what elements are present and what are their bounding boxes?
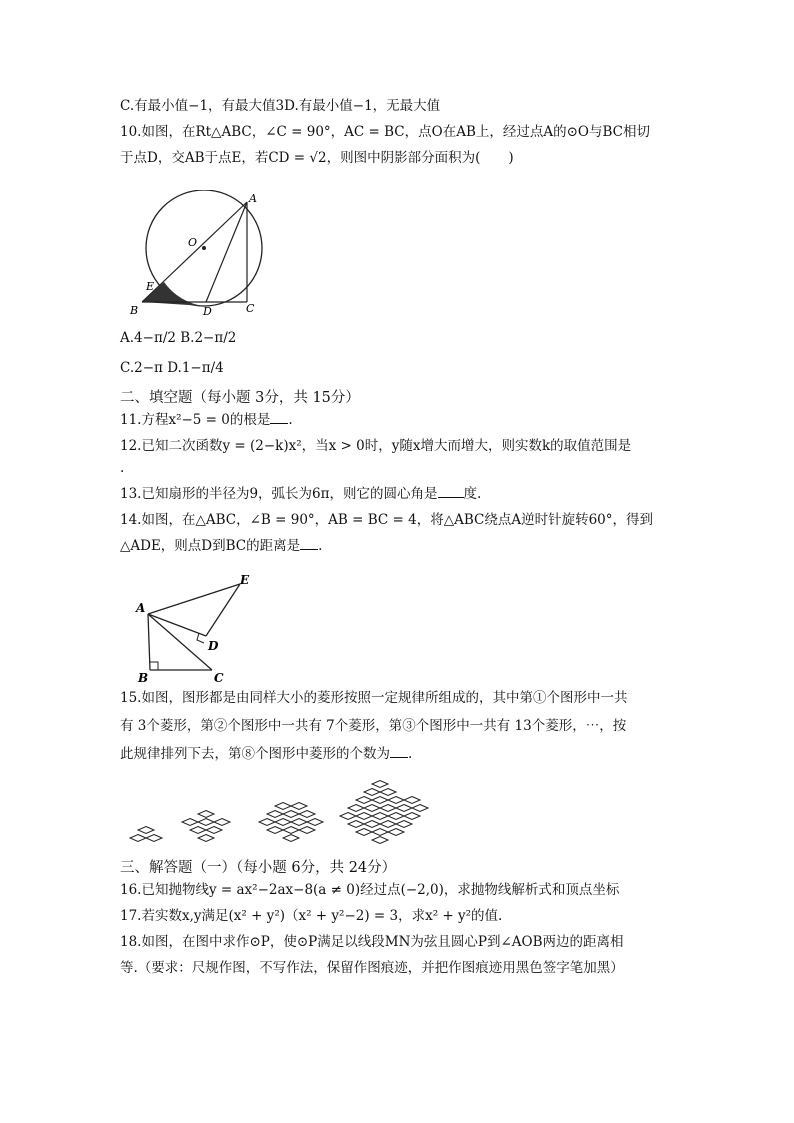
label-c: C (246, 302, 255, 315)
q16-text: 16.已知抛物线y = ax²−2ax−8(a ≠ 0)经过点(−2,0)，求抛物线解析式和顶点坐标 (120, 882, 620, 898)
q10-options-cd: C.2−π D.1−π/4 (120, 360, 224, 376)
pattern-2 (182, 811, 230, 842)
label-a: A (249, 192, 257, 205)
q9-options-cd: C.有最小值−1，有最大值3D.有最小值−1，无最大值 (120, 98, 441, 114)
label-d: D (203, 305, 212, 318)
label-b: B (138, 671, 149, 685)
q14-figure (124, 570, 264, 685)
label-b: B (130, 304, 139, 317)
q15-text-1: 15.如图，图形都是由同样大小的菱形按照一定规律所组成的，其中第①个图形中一共 (120, 690, 628, 706)
section-3-title: 三、解答题（一）（每小题 6分，共 24分） (120, 860, 397, 876)
q17-text: 17.若实数x,y满足(x² + y²)（x² + y²−2) = 3，求x² + y²的值. (120, 908, 503, 924)
q10-options-ab: A.4−π/2 B.2−π/2 (120, 330, 237, 346)
q12-end: . (120, 460, 125, 476)
label-o: O (188, 236, 198, 249)
section-2-title: 二、填空题（每小题 3分，共 15分） (120, 390, 360, 406)
label-d: D (208, 639, 219, 653)
q14-text-2: △ADE，则点D到BC的距离是 . (120, 538, 323, 554)
q18-text-2: 等.（要求：尺规作图，不写作法，保留作图痕迹，并把作图痕迹用黑色签字笔加黑） (120, 960, 624, 976)
label-c: C (214, 671, 224, 685)
q10-text-1: 10.如图，在Rt△ABC，∠C = 90°，AC = BC，点O在AB上，经过点A的⊙O与BC相切 (120, 124, 650, 140)
q18-text-1: 18.如图，在图中求作⊙P，使⊙P满足以线段MN为弦且圆心P到∠AOB两边的距离相 (120, 934, 624, 950)
pattern-1 (130, 827, 162, 842)
pattern-3 (259, 803, 323, 842)
q15-figure (118, 772, 448, 852)
q11-text: 11.方程x²−5 = 0的根是 . (120, 412, 293, 428)
q10-text-2: 于点D，交AB于点E，若CD = √2，则图中阴影部分面积为( ) (120, 150, 514, 166)
pattern-4 (340, 781, 428, 844)
label-e: E (240, 573, 250, 587)
q15-text-2: 有 3个菱形，第②个图形中一共有 7个菱形，第③个图形中一共有 13个菱形，⋯，按 (120, 718, 627, 734)
q12-text: 12.已知二次函数y = (2−k)x²，当x > 0时，y随x增大而增大，则实数k的取值范围是 (120, 438, 632, 454)
q14-text-1: 14.如图，在△ABC，∠B = 90°，AB = BC = 4，将△ABC绕点A逆时针旋转60°，得到 (120, 512, 654, 528)
label-a: A (136, 601, 146, 615)
label-e: E (146, 280, 155, 293)
q13-text: 13.已知扇形的半径为9，弧长为6π，则它的圆心角是 度. (120, 486, 482, 502)
q15-text-3: 此规律排列下去，第⑧个图形中菱形的个数为 . (120, 746, 413, 762)
q10-figure (120, 190, 270, 320)
